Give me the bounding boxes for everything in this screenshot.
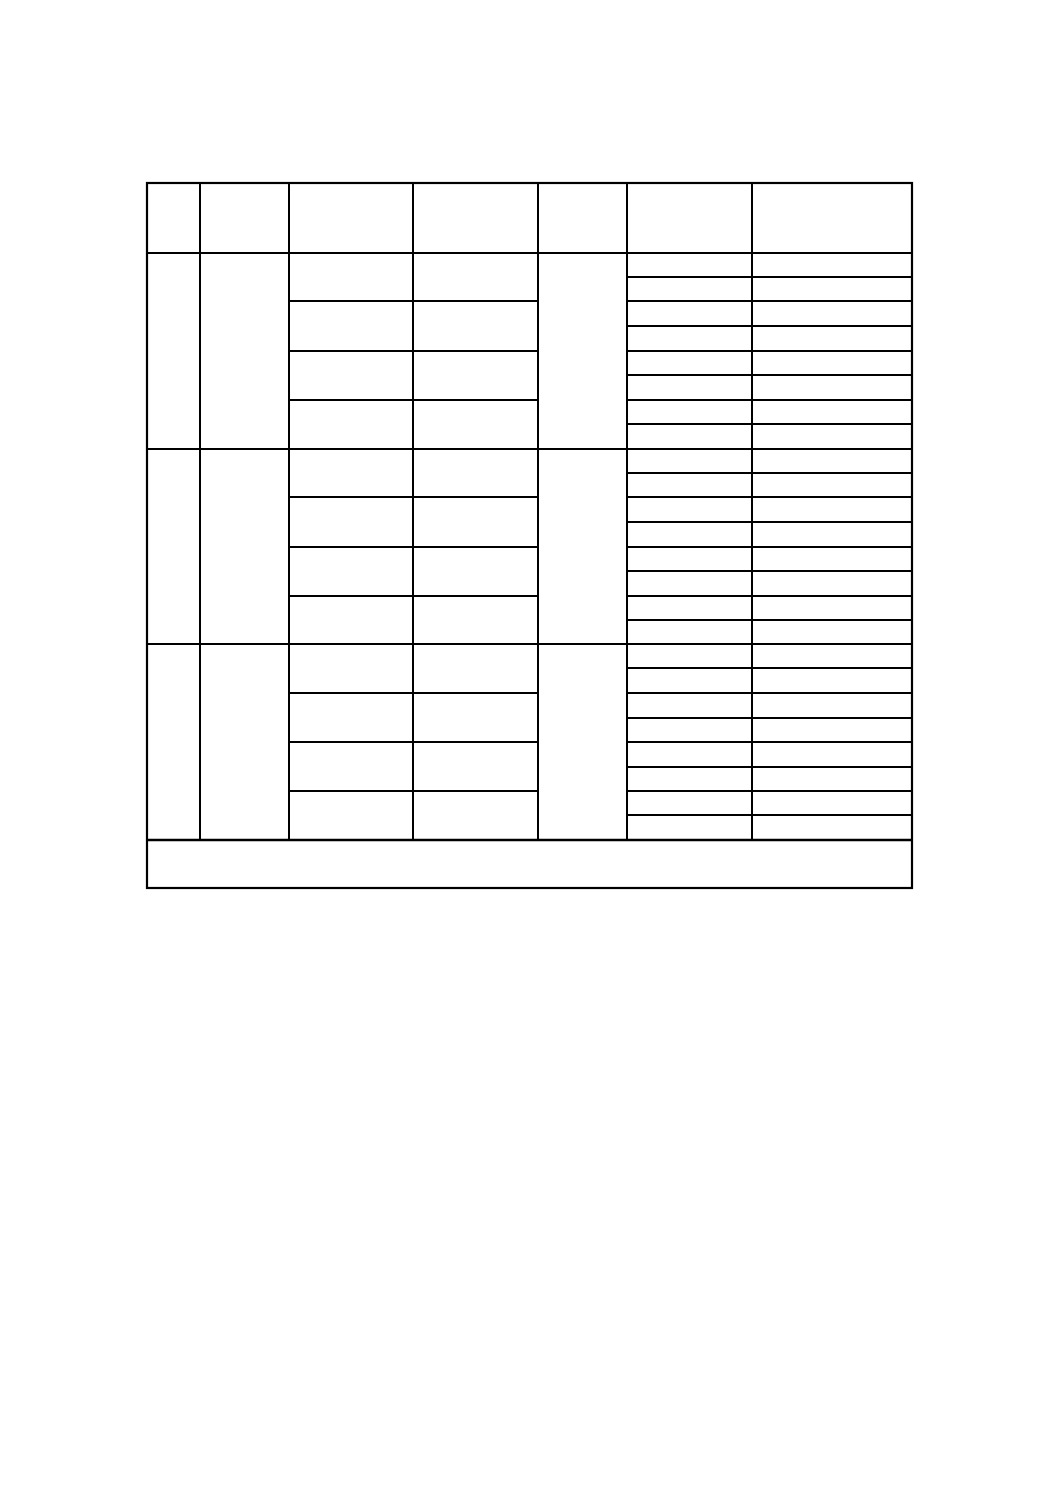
table-outer-border: [147, 183, 912, 888]
